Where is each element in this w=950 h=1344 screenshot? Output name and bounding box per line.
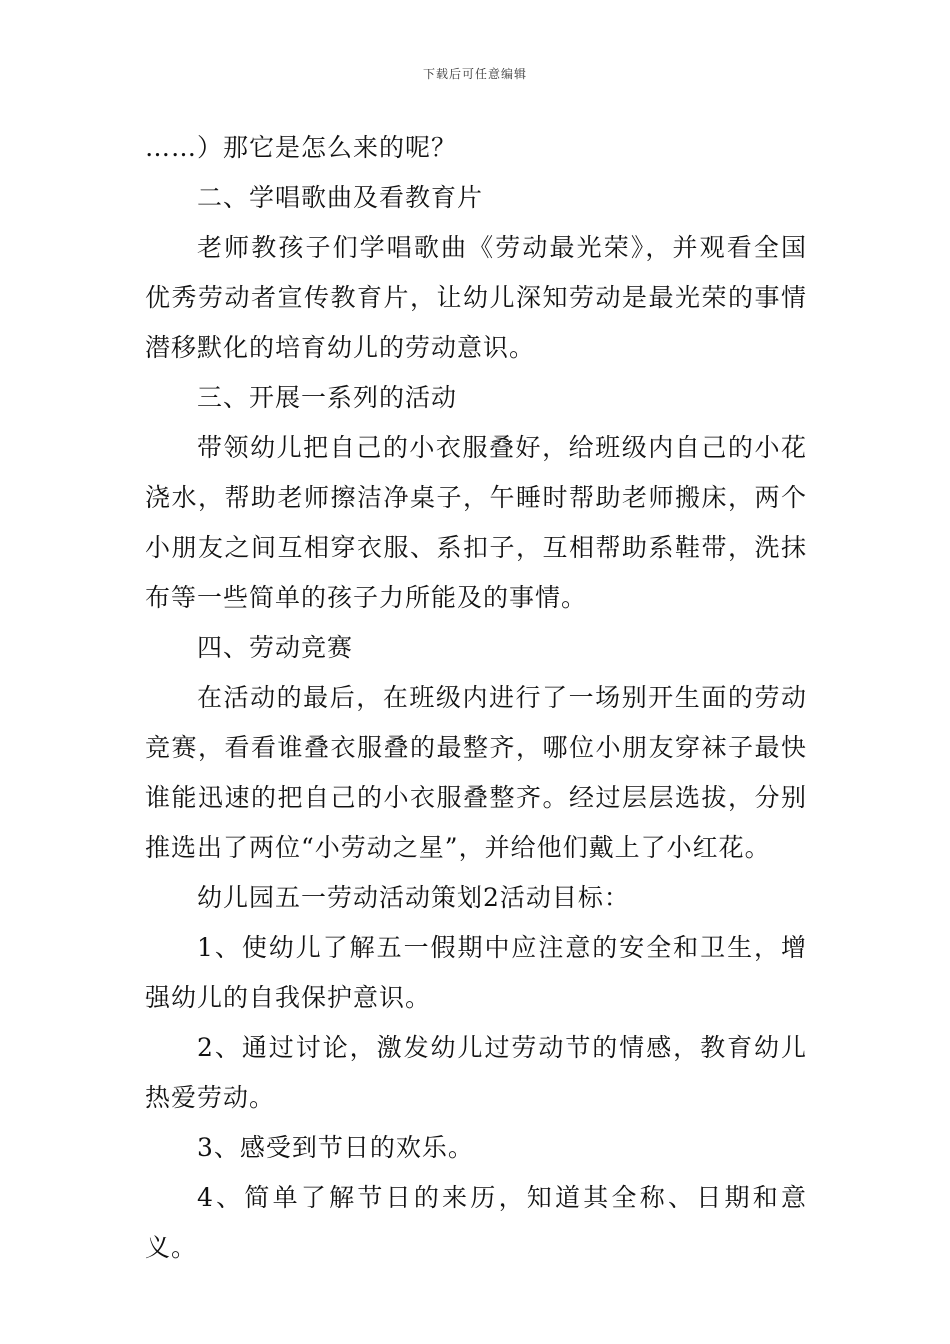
goal-item-1: 1、使幼儿了解五一假期中应注意的安全和卫生，增强幼儿的自我保护意识。 bbox=[145, 933, 807, 1012]
paragraph-7: 在活动的最后，在班级内进行了一场别开生面的劳动竞赛，看看谁叠衣服叠的最整齐，哪位小朋友穿袜子最快谁能迅速的把自己的小衣服叠整齐。经过层层选拔，分别推选出了两位“小劳动之星”，并给他们戴上了小红花。 bbox=[145, 683, 807, 862]
section-heading-3: 三、开展一系列的活动 bbox=[197, 383, 458, 412]
page-header: 下载后可任意编辑 bbox=[422, 67, 527, 81]
paragraph-1: ……）那它是怎么来的呢？ bbox=[145, 133, 458, 162]
section-heading-4: 四、劳动竞赛 bbox=[197, 633, 354, 662]
plan-heading: 幼儿园五一劳动活动策划2活动目标： bbox=[197, 883, 630, 912]
document-body bbox=[145, 123, 807, 1273]
goal-item-4: 4、简单了解节日的来历，知道其全称、日期和意义。 bbox=[145, 1183, 807, 1262]
goal-item-2: 2、通过讨论，激发幼儿过劳动节的情感，教育幼儿热爱劳动。 bbox=[145, 1033, 807, 1112]
goal-item-3: 3、感受到节日的欢乐。 bbox=[197, 1133, 474, 1162]
paragraph-3: 老师教孩子们学唱歌曲《劳动最光荣》，并观看全国优秀劳动者宣传教育片，让幼儿深知劳动是最光荣的事情潜移默化的培育幼儿的劳动意识。 bbox=[145, 233, 807, 362]
paragraph-5: 带领幼儿把自己的小衣服叠好，给班级内自己的小花浇水，帮助老师擦洁净桌子，午睡时帮助老师搬床，两个小朋友之间互相穿衣服、系扣子，互相帮助系鞋带，洗抹布等一些简单的孩子力所能及的事情。 bbox=[145, 433, 807, 612]
section-heading-2: 二、学唱歌曲及看教育片 bbox=[197, 183, 484, 212]
